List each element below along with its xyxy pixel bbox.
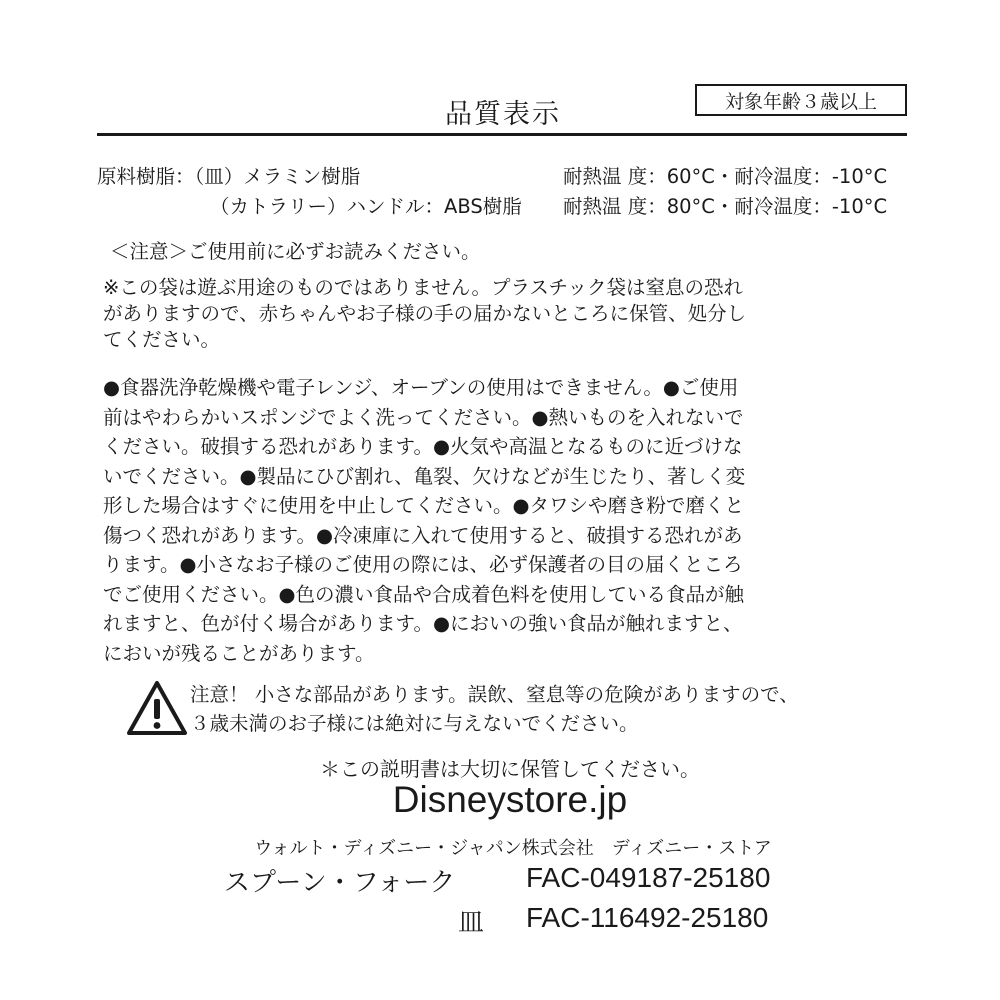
- product-code: FAC-116492-25180: [526, 902, 769, 933]
- small-parts-warning-line: 注意！ 小さな部品があります。誤飲、窒息等の危険がありますので、: [190, 683, 799, 706]
- material-cutlery-temperature: 耐熱温 度：80°C・耐冷温度：-10°C: [563, 195, 888, 218]
- bag-warning-line: がありますので、赤ちゃんやお子様の手の届かないところに保管、処分し: [103, 302, 747, 325]
- bag-warning-line: ※この袋は遊ぶ用途のものではありません。プラスチック袋は窒息の恐れ: [103, 276, 743, 299]
- age-notice-badge: 対象年齢３歳以上: [695, 84, 907, 116]
- usage-note-line: 傷つく恐れがあります。●冷凍庫に入れて使用すると、破損する恐れがあ: [103, 523, 743, 547]
- notice-heading: ＜注意＞ご使用前に必ずお読みください。: [110, 240, 481, 263]
- product-label: 皿: [458, 908, 485, 938]
- usage-note-line: ●食器洗浄乾燥機や電子レンジ、オーブンの使用はできません。●ご使用: [103, 376, 739, 399]
- usage-note-line: でご使用ください。●色の濃い食品や合成着色料を使用している食品が触: [103, 582, 745, 606]
- usage-note-line: ります。●小さなお子様のご使用の際には、必ず保護者の目の届くところ: [103, 553, 743, 576]
- usage-note-line: においが残ることがあります。: [103, 641, 375, 665]
- page-title: 品質表示: [445, 99, 561, 130]
- usage-note-line: れますと、色が付く場合があります。●においの強い食品が触れますと、: [103, 612, 743, 635]
- company-name: ウォルト・ディズニー・ジャパン株式会社 ディズニー・ストア: [254, 838, 772, 859]
- website-url: Disneystore.jp: [392, 779, 628, 820]
- product-label: スプーン・フォーク: [224, 868, 456, 898]
- material-plate-label: 原料樹脂：（皿）メラミン樹脂: [97, 165, 361, 188]
- bag-warning: [103, 275, 903, 353]
- header-divider: [97, 133, 907, 136]
- product-code: FAC-049187-25180: [526, 862, 771, 893]
- warning-triangle-icon: [124, 678, 190, 738]
- usage-note-line: いでください。●製品にひび割れ、亀裂、欠けなどが生じたり、著しく変: [103, 464, 746, 488]
- material-cutlery-label: （カトラリー）ハンドル：ABS樹脂: [210, 195, 522, 218]
- small-parts-warning-line: ３歳未満のお子様には絶対に与えないでください。: [190, 712, 639, 735]
- usage-note-line: ください。破損する恐れがあります。●火気や高温となるものに近づけな: [103, 435, 743, 458]
- bag-warning-line: てください。: [103, 328, 221, 351]
- usage-note-line: 形した場合はすぐに使用を中止してください。●タワシや磨き粉で磨くと: [103, 494, 745, 517]
- small-parts-warning: [190, 680, 799, 738]
- material-plate-temperature: 耐熱温 度：60°C・耐冷温度：-10°C: [563, 165, 888, 188]
- usage-notes: [103, 373, 903, 668]
- usage-note-line: 前はやわらかいスポンジでよく洗ってください。●熱いものを入れないで: [103, 405, 744, 429]
- keep-instructions-notice: ＊この説明書は大切に保管してください。: [320, 757, 700, 781]
